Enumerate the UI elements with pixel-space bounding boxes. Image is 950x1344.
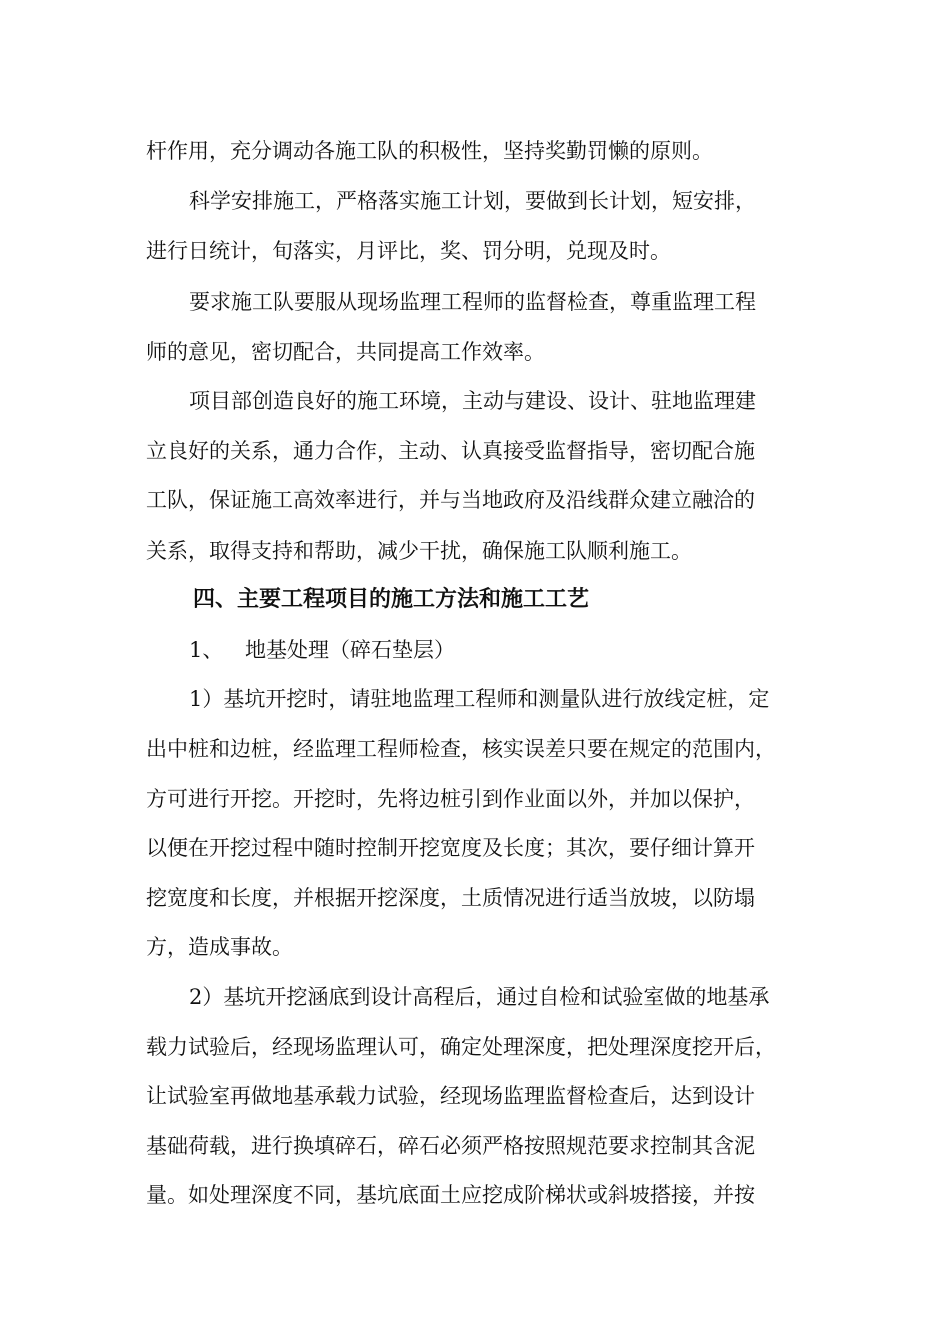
paragraph-first-line: 项目部创造良好的施工环境，主动与建设、设计、驻地监理建 xyxy=(189,389,756,413)
text-line: 师的意见，密切配合，共同提高工作效率。 xyxy=(146,340,545,364)
paragraph-first-line: 1）基坑开挖时，请驻地监理工程师和测量队进行放线定桩，定 xyxy=(189,687,770,711)
subsection-heading xyxy=(189,634,455,666)
text-line: 进行日统计，旬落实，月评比，奖、罚分明，兑现及时。 xyxy=(146,239,671,263)
text-line: 出中桩和边桩，经监理工程师检查，核实误差只要在规定的范围内， xyxy=(146,737,776,761)
paragraph-first-line: 科学安排施工，严格落实施工计划，要做到长计划，短安排， xyxy=(189,189,756,213)
text-line: 方可进行开挖。开挖时，先将边桩引到作业面以外，并加以保护， xyxy=(146,787,755,811)
text-line: 方，造成事故。 xyxy=(146,935,293,959)
text-line: 工队，保证施工高效率进行，并与当地政府及沿线群众建立融洽的 xyxy=(146,488,755,512)
paragraph-first-line: 2）基坑开挖涵底到设计高程后，通过自检和试验室做的地基承 xyxy=(189,985,770,1009)
subsection-number: 1、 xyxy=(189,638,224,662)
text-line: 载力试验后，经现场监理认可，确定处理深度，把处理深度挖开后， xyxy=(146,1035,776,1059)
text-line: 以便在开挖过程中随时控制开挖宽度及长度；其次，要仔细计算开 xyxy=(146,836,755,860)
subsection-title: 地基处理（碎石垫层） xyxy=(245,638,455,662)
text-line: 杆作用，充分调动各施工队的积极性，坚持奖勤罚懒的原则。 xyxy=(146,139,713,163)
text-line: 关系，取得支持和帮助，减少干扰，确保施工队顺利施工。 xyxy=(146,539,692,563)
text-line: 挖宽度和长度，并根据开挖深度，土质情况进行适当放坡，以防塌 xyxy=(146,886,755,910)
text-line: 立良好的关系，通力合作，主动、认真接受监督指导，密切配合施 xyxy=(146,439,755,463)
paragraph-first-line: 要求施工队要服从现场监理工程师的监督检查，尊重监理工程 xyxy=(189,290,756,314)
text-line: 让试验室再做地基承载力试验，经现场监理监督检查后，达到设计 xyxy=(146,1084,755,1108)
text-line: 量。如处理深度不同，基坑底面土应挖成阶梯状或斜坡搭接，并按 xyxy=(146,1183,755,1207)
section-heading: 四、主要工程项目的施工方法和施工工艺 xyxy=(193,587,590,612)
text-line: 基础荷载，进行换填碎石，碎石必须严格按照规范要求控制其含泥 xyxy=(146,1134,755,1158)
